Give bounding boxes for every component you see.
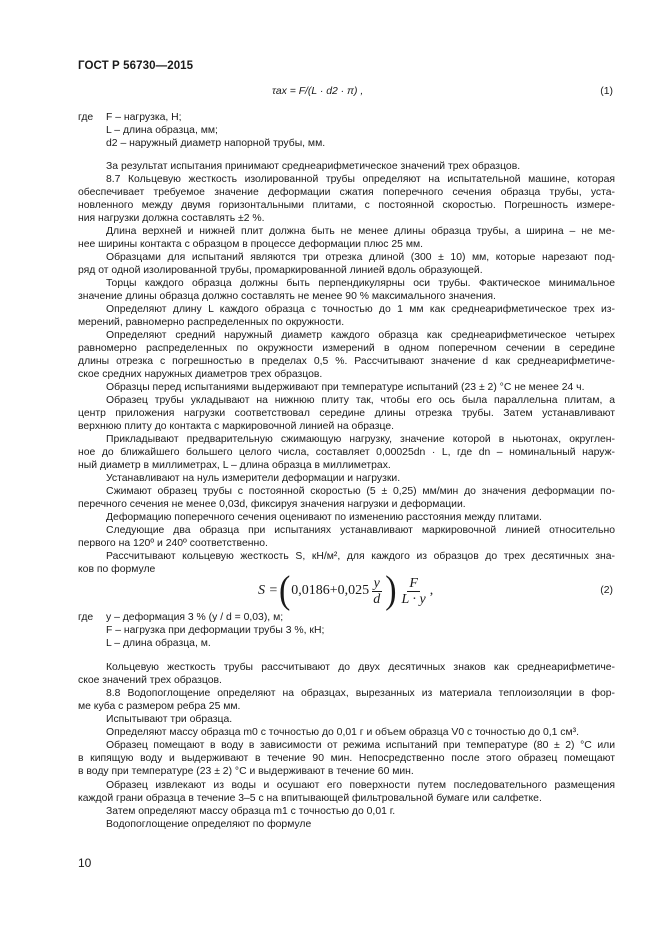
text-line: ный диаметр в миллиметрах, L – длина образца в миллиметрах. [78,460,391,471]
text-line: ния нагрузки должна составлять ±2 %. [78,213,265,224]
fraction-numerator: y [373,575,380,591]
text-line: Рассчитывают кольцевую жесткость S, кН/м², для каждого из образцов до трех десятичных зна- [106,551,615,562]
text-line: Образец извлекают из воды и осушают его поверхности путем последовательного размещения [106,780,615,791]
text-line: Деформацию поперечного сечения оценивают по изменению расстояния между плитами. [106,512,542,523]
where-list-1 [78,111,325,150]
fraction-denominator: d [373,591,381,607]
formula-1-number: (1) [600,86,613,97]
text-line: Определяют массу образца m0 с точностью до 0,01 г и объем образца V0 с точностью до 0,1 см³. [106,727,579,738]
text-line: За результат испытания принимают среднеарифметическое значений трех образцов. [106,161,521,172]
fraction-denominator: L · y [401,591,426,607]
formula-2-fraction-fly [400,576,428,607]
where-label: где [78,112,94,123]
text-line: Кольцевую жесткость трубы рассчитывают до двух десятичных знаков как среднеарифметиче- [106,662,615,673]
text-line: новленного между двумя горизонтальными плитами, с постоянной скоростью. Погрешность измере- [78,200,615,211]
formula-2-fraction-yd [371,576,382,607]
text-line: ряд от одной изолированной трубы, промаркированной линией вдоль образующей. [78,265,483,276]
text-line: Образцами для испытаний являются три отрезка длиной (300 ± 10) мм, которые нарезают под- [106,252,615,263]
text-line: нее ширины контакта с образцом в процессе деформации плюс 25 мм. [78,239,423,250]
text-line: Образец помещают в воду в зависимости от режима испытаний при температуре (80 ± 2) °С или [106,740,615,751]
text-line: Сжимают образец трубы с постоянной скоростью (5 ± 0,25) мм/мин до значения деформации по- [106,486,615,497]
text-line: обеспечивает требуемое значение деформации сжатия поперечного сечения образца трубы, уста- [78,187,615,198]
text-line: ское средних наружных диаметров трех образцов. [78,369,323,380]
text-line: ков по формуле [78,564,156,575]
where-item: F – нагрузка, Н; [106,112,182,123]
fraction-numerator: F [409,575,418,591]
where-item: d2 – наружный диаметр напорной трубы, мм. [106,138,326,149]
text-line: верхнюю плиту до контакта с маркировочной линией на образце. [78,421,394,432]
text-line: Длина верхней и нижней плит должна быть не менее длины образца трубы, а ширина – не ме- [106,226,615,237]
text-line: равномерно распределенных по окружности измерений в одном поперечном сечении в середине [78,343,615,354]
text-line: каждой грани образца в течение 3–5 с на впитывающей фильтровальной бумаге или салфетке. [78,793,542,804]
text-line: центр приложения нагрузки соответствовал середине длины отрезка трубы. Затем устанавливают [78,408,615,419]
where-item: y – деформация 3 % (y / d = 0,03), м; [106,612,284,623]
where-list-2 [78,611,324,650]
text-line: Устанавливают на нуль измерители деформации и нагрузки. [106,473,401,484]
where-item: L – длина образца, мм; [106,125,218,136]
text-line: Образцы перед испытаниями выдерживают при температуре испытаний (23 ± 2) °С не менее 24 ч. [106,382,585,393]
text-line: Образец трубы укладывают на нижнюю плиту так, чтобы его ось была параллельна плитам, а [106,395,615,406]
text-line: мерений, равномерно распределенных по окружности. [78,317,345,328]
text-line: 8.8 Водопоглощение определяют на образцах, вырезанных из материала теплоизоляции в фор- [106,688,615,699]
text-line: ме куба с размером ребра 25 мм. [78,701,241,712]
text-line: Затем определяют массу образца m1 с точностью до 0,01 г. [106,806,396,817]
where-item: L – длина образца, м. [106,638,211,649]
text-line: Водопоглощение определяют по формуле [106,819,312,830]
text-line: значение длины образца должно составлять не менее 90 % максимального значения. [78,291,496,302]
where-label: где [78,612,94,623]
text-line: перечного сечения не менее 0,03d, фиксируя значения нагрузки и деформации. [78,499,466,510]
formula-1: τax = F/(L · d2 · π) , [272,86,364,97]
page-number: 10 [78,856,92,870]
text-line: первого на 120º и 240º соответственно. [78,538,268,549]
formula-2: S = ( 0,0186+0,025 $\frac{y}{d}$ ) $\frac{F}{L \cdot y}$ , [258,569,434,612]
formula-2-number: (2) [600,585,613,596]
text-line: в кипящую воду и выдерживают в течение 90 мин. Непосредственно после этого образец помещают [78,753,615,764]
text-line: Испытывают три образца. [106,714,233,725]
text-line: Следующие два образца при испытаниях устанавливают маркировочной линией относительно [106,525,615,536]
text-line: Определяют средний наружный диаметр каждого образца как среднеарифметическое четырех [106,330,615,341]
text-line: 8.7 Кольцевую жесткость изолированной трубы определяют на испытательной машине, которая [106,174,615,185]
formula-2-comma: , [429,583,434,598]
formula-2-lhs: S = [258,583,278,598]
text-line: Прикладывают предварительную сжимающую нагрузку, значение которой в ньютонах, округлен- [106,434,615,445]
where-item: F – нагрузка при деформации трубы 3 %, кН; [106,625,325,636]
text-line: ское значений трех образцов. [78,675,222,686]
text-line: Торцы каждого образца должны быть перпендикулярны оси трубы. Фактическое минимальное [106,278,615,289]
standard-header: ГОСТ Р 56730—2015 [78,60,194,72]
formula-2-constant: 0,0186+0,025 [291,583,370,598]
text-line: длины отрезка с погрешностью в пределах 0,5 %. Рассчитывают значение d как среднеарифметиче- [78,356,615,367]
text-line: ное до ближайшего большего целого числа, составляет 0,00025dn · L, где dn – номинальный наруж- [78,447,615,458]
text-line: Определяют длину L каждого образца с точностью до 1 мм как среднеарифметическое трех из- [106,304,615,315]
text-line: в воду при температуре (23 ± 2) °С и выдерживают в течение 60 мин. [78,766,414,777]
